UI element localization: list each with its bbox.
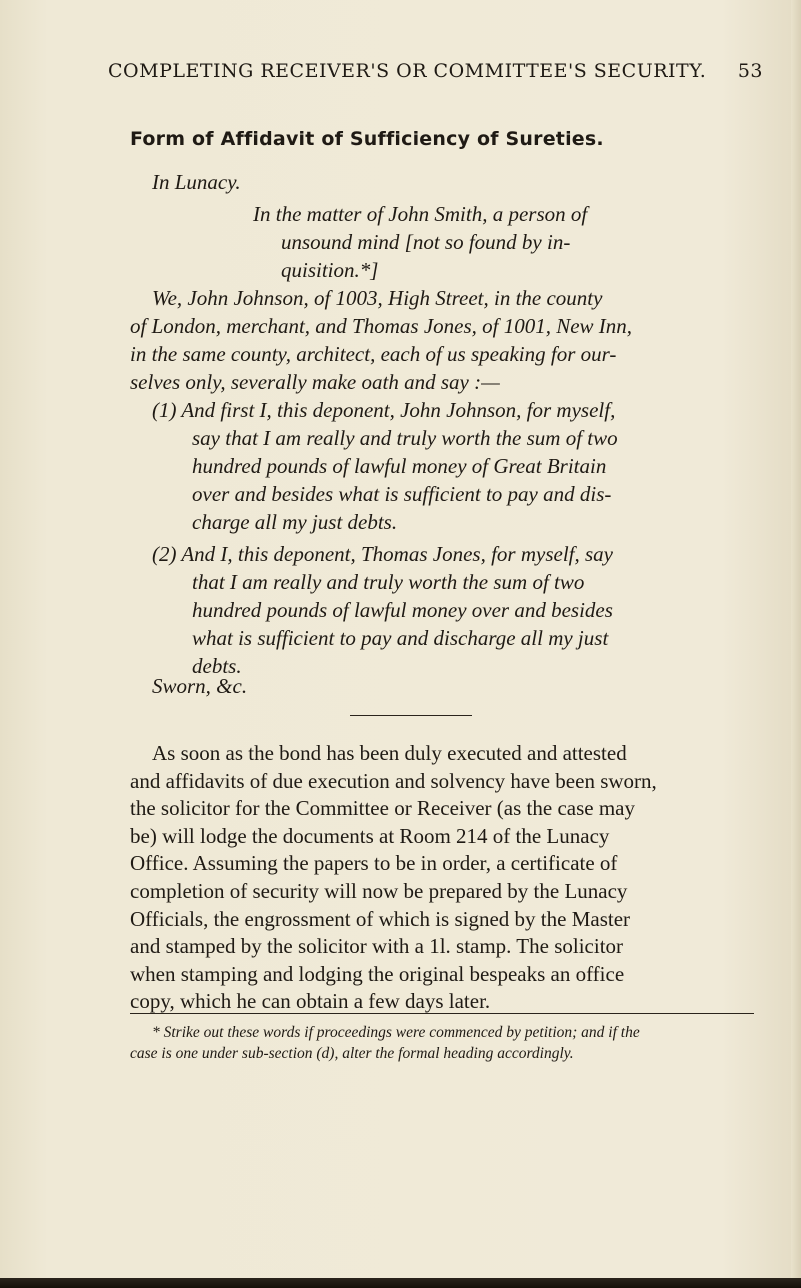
section-divider xyxy=(350,715,472,716)
matter-heading xyxy=(253,200,723,284)
text-line: We, John Johnson, of 1003, High Street, in the county xyxy=(152,286,603,310)
jurat: Sworn, &c. xyxy=(152,674,248,698)
text-line: charge all my just debts. xyxy=(192,510,398,534)
text-line: hundred pounds of lawful money over and besides xyxy=(192,598,613,622)
text-line: As soon as the bond has been duly executed and attested xyxy=(152,741,627,765)
text-line: debts. xyxy=(192,654,242,678)
running-head xyxy=(108,60,763,82)
text-line: in the same county, architect, each of us speaking for our- xyxy=(130,342,617,366)
text-line: what is sufficient to pay and discharge all my just xyxy=(192,626,609,650)
text-line: Office. Assuming the papers to be in order, a certificate of xyxy=(130,851,618,876)
text-line: and affidavits of due execution and solvency have been sworn, xyxy=(130,768,657,793)
text-line: (2) And I, this deponent, Thomas Jones, for myself, say xyxy=(152,542,613,566)
text-line: the solicitor for the Committee or Receiver (as the case may xyxy=(130,796,635,821)
text-line: (1) And first I, this deponent, John Johnson, for myself, xyxy=(152,398,616,422)
footnote-line: case is one under sub-section (d), alter the formal heading accordingly. xyxy=(130,1045,574,1062)
page-number: 53 xyxy=(737,60,763,82)
court-heading: In Lunacy. xyxy=(152,170,241,194)
footnote-line: * Strike out these words if proceedings were commenced by petition; and if the xyxy=(152,1024,640,1041)
text-line: Officials, the engrossment of which is signed by the Master xyxy=(130,906,631,931)
footnote xyxy=(130,1022,760,1064)
text-line: be) will lodge the documents at Room 214 of the Lunacy xyxy=(130,823,610,848)
deponents-paragraph xyxy=(130,284,750,396)
text-line: and stamped by the solicitor with a 1l. stamp. The solicitor xyxy=(130,934,624,959)
footnote-rule xyxy=(130,1013,754,1014)
matter-line: unsound mind [not so found by in- xyxy=(281,230,571,254)
text-line: over and besides what is sufficient to pay and dis- xyxy=(192,482,612,506)
text-line: copy, which he can obtain a few days later. xyxy=(130,989,491,1014)
running-head-title: COMPLETING RECEIVER'S OR COMMITTEE'S SECURITY. xyxy=(108,60,707,82)
matter-line: quisition.*] xyxy=(281,258,379,282)
deposition-paragraph-1 xyxy=(152,396,752,536)
body-paragraph xyxy=(130,740,750,1016)
form-title: Form of Affidavit of Sufficiency of Sureties. xyxy=(130,128,604,150)
page-edge xyxy=(791,0,801,1288)
text-line: that I am really and truly worth the sum of two xyxy=(192,570,585,594)
text-line: when stamping and lodging the original bespeaks an office xyxy=(130,961,625,986)
text-line: hundred pounds of lawful money of Great Britain xyxy=(192,454,607,478)
matter-line: In the matter of John Smith, a person of xyxy=(253,202,588,226)
deposition-paragraph-2 xyxy=(152,540,752,680)
text-line: say that I am really and truly worth the sum of two xyxy=(192,426,618,450)
text-line: completion of security will now be prepared by the Lunacy xyxy=(130,878,628,903)
scan-border xyxy=(0,1278,801,1288)
text-line: of London, merchant, and Thomas Jones, of 1001, New Inn, xyxy=(130,314,633,338)
text-line: selves only, severally make oath and say :— xyxy=(130,370,500,394)
